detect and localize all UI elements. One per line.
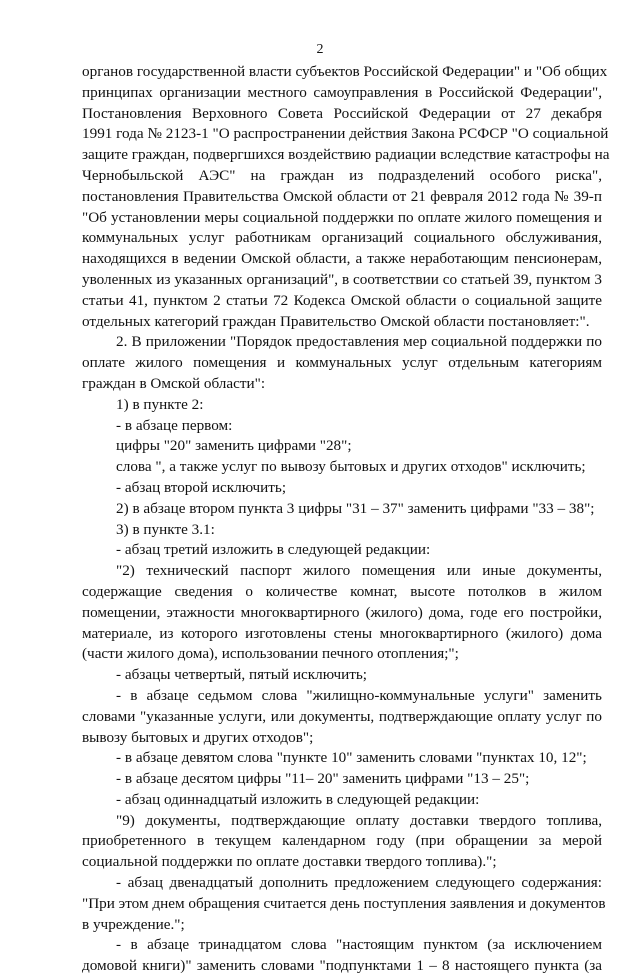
text-line: 1991 года № 2123-1 "О распространении действия Закона РСФСР "О социальной xyxy=(82,125,609,143)
text-line: находящихся в ведении Омской области, а также неработающим пенсионерам, xyxy=(82,250,602,268)
text-line: домовой книги)" заменить словами "подпунктами 1 – 8 настоящего пункта (за xyxy=(82,957,602,975)
text-line: - в абзаце девятом слова "пункте 10" заменить словами "пунктах 10, 12"; xyxy=(116,749,587,767)
text-line: 2. В приложении "Порядок предоставления мер социальной поддержки по xyxy=(116,333,602,351)
document-body xyxy=(82,62,610,977)
text-line: защите граждан, подвергшихся воздействию радиации вследствие катастрофы на xyxy=(82,146,610,164)
text-line: коммунальных услуг работникам организаций социального обслуживания, xyxy=(82,229,602,247)
text-line: содержащие сведения о количестве комнат, высоте потолков в жилом xyxy=(82,582,602,600)
text-line: "При этом днем обращения считается день поступления заявления и документов xyxy=(82,894,606,912)
text-line: Чернобыльской АЭС" на граждан из подразделений особого риска", xyxy=(82,166,602,184)
text-line: социальной поддержки по оплате доставки твердого топлива)."; xyxy=(82,853,497,871)
text-line: - в абзаце первом: xyxy=(116,416,233,434)
text-line: отдельных категорий граждан Правительство Омской области постановляет:". xyxy=(82,312,590,330)
text-line: (части жилого дома), использовании печного отопления;"; xyxy=(82,645,459,663)
text-line: "Об установлении меры социальной поддержки по оплате жилого помещения и xyxy=(82,208,602,226)
text-line: - абзац двенадцатый дополнить предложением следующего содержания: xyxy=(116,874,602,892)
text-line: вывозу бытовых и других отходов"; xyxy=(82,728,314,746)
text-line: уволенных из указанных организаций", в соответствии со статьей 39, пунктом 3 xyxy=(82,270,602,288)
text-line: - в абзаце седьмом слова "жилищно-коммунальные услуги" заменить xyxy=(116,686,602,704)
text-line: Постановления Верховного Совета Российской Федерации от 27 декабря xyxy=(82,104,602,122)
text-line: "9) документы, подтверждающие оплату доставки твердого топлива, xyxy=(116,811,602,829)
text-line: 3) в пункте 3.1: xyxy=(116,520,215,538)
text-line: в учреждение."; xyxy=(82,915,185,933)
text-line: помещении, этажности многоквартирного (жилого) дома, годе его постройки, xyxy=(82,603,602,621)
text-line: - в абзаце тринадцатом слова "настоящим пунктом (за исключением xyxy=(116,936,602,954)
text-line: - в абзаце десятом цифры "11– 20" заменить цифрами "13 – 25"; xyxy=(116,770,530,788)
text-line: - абзац второй исключить; xyxy=(116,478,287,496)
text-line: словами "указанные услуги, или документы, подтверждающие оплату услуг по xyxy=(82,707,602,725)
text-line: - абзац третий изложить в следующей редакции: xyxy=(116,541,431,559)
text-line: 1) в пункте 2: xyxy=(116,395,204,413)
page-number: 2 xyxy=(316,42,324,57)
text-line: цифры "20" заменить цифрами "28"; xyxy=(116,437,352,455)
text-line: принципах организации местного самоуправления в Российской Федерации", xyxy=(82,83,602,101)
text-line: статьи 41, пунктом 2 статьи 72 Кодекса Омской области о социальной защите xyxy=(82,291,602,309)
text-line: слова ", а также услуг по вывозу бытовых и других отходов" исключить; xyxy=(116,458,586,476)
text-line: материале, из которого изготовлены стены многоквартирного (жилого) дома xyxy=(82,624,602,642)
text-line: органов государственной власти субъектов Российской Федерации" и "Об общих xyxy=(82,63,608,80)
text-line: - абзац одиннадцатый изложить в следующей редакции: xyxy=(116,790,480,808)
text-line: - абзацы четвертый, пятый исключить; xyxy=(116,666,368,684)
text-line: 2) в абзаце втором пункта 3 цифры "31 – 37" заменить цифрами "33 – 38"; xyxy=(116,499,595,517)
text-line: оплате жилого помещения и коммунальных услуг отдельным категориям xyxy=(82,354,602,372)
text-line: приобретенного в текущем календарном году (при обращении за мерой xyxy=(82,832,602,850)
text-line: постановления Правительства Омской области от 21 февраля 2012 года № 39-п xyxy=(82,187,602,205)
text-line: "2) технический паспорт жилого помещения или иные документы, xyxy=(116,562,602,580)
text-line: граждан в Омской области": xyxy=(82,374,266,392)
